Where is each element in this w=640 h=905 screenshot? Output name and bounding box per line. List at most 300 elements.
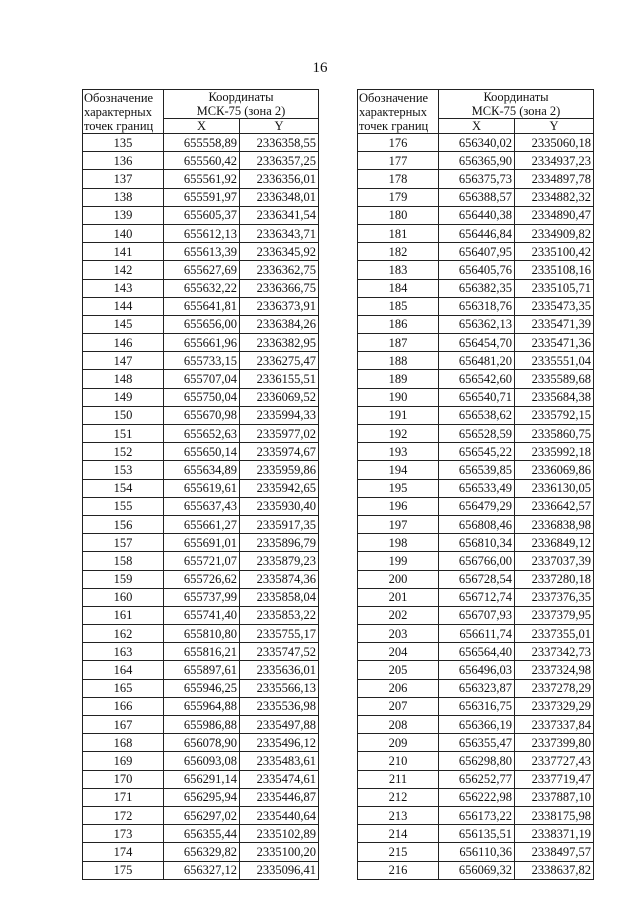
table-row xyxy=(83,352,319,370)
table-row xyxy=(358,206,594,224)
point-number: 200 xyxy=(358,570,439,588)
point-number: 154 xyxy=(83,479,164,497)
x-coordinate: 656222,98 xyxy=(439,788,515,806)
x-coordinate: 655726,62 xyxy=(164,570,240,588)
x-coordinate: 656295,94 xyxy=(164,788,240,806)
x-coordinate: 655670,98 xyxy=(164,406,240,424)
point-number: 167 xyxy=(83,716,164,734)
x-coordinate: 656298,80 xyxy=(439,752,515,770)
x-coordinate: 655619,61 xyxy=(164,479,240,497)
table-row xyxy=(83,224,319,242)
y-coordinate: 2335860,75 xyxy=(515,425,594,443)
point-number: 145 xyxy=(83,315,164,333)
table-row xyxy=(358,152,594,170)
table-row xyxy=(83,697,319,715)
point-number: 194 xyxy=(358,461,439,479)
table-row xyxy=(358,843,594,861)
x-coordinate: 656540,71 xyxy=(439,388,515,406)
y-coordinate: 2336373,91 xyxy=(240,297,319,315)
table-row xyxy=(83,788,319,806)
table-row xyxy=(83,515,319,533)
x-coordinate: 656542,60 xyxy=(439,370,515,388)
point-number: 162 xyxy=(83,625,164,643)
y-coordinate: 2334890,47 xyxy=(515,206,594,224)
x-coordinate: 656564,40 xyxy=(439,643,515,661)
y-coordinate: 2334937,23 xyxy=(515,152,594,170)
y-coordinate: 2335497,88 xyxy=(240,716,319,734)
y-coordinate: 2336345,92 xyxy=(240,243,319,261)
y-coordinate: 2335100,42 xyxy=(515,243,594,261)
x-coordinate: 655661,96 xyxy=(164,334,240,352)
coordinates-title: Координаты xyxy=(483,90,549,104)
point-number: 166 xyxy=(83,697,164,715)
y-coordinate: 2335942,65 xyxy=(240,479,319,497)
point-number: 173 xyxy=(83,825,164,843)
point-number: 207 xyxy=(358,697,439,715)
point-number: 208 xyxy=(358,716,439,734)
y-coordinate: 2336642,57 xyxy=(515,497,594,515)
point-number: 196 xyxy=(358,497,439,515)
point-number: 190 xyxy=(358,388,439,406)
table-row xyxy=(358,825,594,843)
point-number: 140 xyxy=(83,224,164,242)
point-number: 142 xyxy=(83,261,164,279)
table-row xyxy=(358,261,594,279)
x-coordinate: 656382,35 xyxy=(439,279,515,297)
table-row xyxy=(358,716,594,734)
x-coordinate: 656078,90 xyxy=(164,734,240,752)
x-coordinate: 655897,61 xyxy=(164,661,240,679)
y-coordinate: 2335917,35 xyxy=(240,515,319,533)
table-row xyxy=(83,497,319,515)
table-row xyxy=(358,643,594,661)
coordinate-system: МСК-75 (зона 2) xyxy=(196,104,286,118)
y-coordinate: 2336849,12 xyxy=(515,534,594,552)
x-coordinate: 655591,97 xyxy=(164,188,240,206)
table-row xyxy=(358,806,594,824)
y-coordinate: 2335471,36 xyxy=(515,334,594,352)
point-number: 156 xyxy=(83,515,164,533)
table-row xyxy=(358,279,594,297)
y-coordinate: 2335792,15 xyxy=(515,406,594,424)
table-row xyxy=(83,152,319,170)
point-number: 153 xyxy=(83,461,164,479)
point-number: 144 xyxy=(83,297,164,315)
x-coordinate: 655733,15 xyxy=(164,352,240,370)
y-coordinate: 2335636,01 xyxy=(240,661,319,679)
point-number: 151 xyxy=(83,425,164,443)
y-coordinate: 2335496,12 xyxy=(240,734,319,752)
table-row xyxy=(358,497,594,515)
point-number: 189 xyxy=(358,370,439,388)
point-number: 187 xyxy=(358,334,439,352)
x-coordinate: 656481,20 xyxy=(439,352,515,370)
x-coordinate: 656110,36 xyxy=(439,843,515,861)
point-number: 212 xyxy=(358,788,439,806)
y-coordinate: 2336357,25 xyxy=(240,152,319,170)
x-coordinate: 656375,73 xyxy=(439,170,515,188)
x-coordinate: 656093,08 xyxy=(164,752,240,770)
y-coordinate: 2335446,87 xyxy=(240,788,319,806)
y-coordinate: 2337399,80 xyxy=(515,734,594,752)
coordinates-header xyxy=(164,90,319,119)
y-coordinate: 2336275,47 xyxy=(240,352,319,370)
y-coordinate: 2336838,98 xyxy=(515,515,594,533)
x-coordinate: 655605,37 xyxy=(164,206,240,224)
x-coordinate: 656728,54 xyxy=(439,570,515,588)
x-coordinate: 656539,85 xyxy=(439,461,515,479)
point-number: 139 xyxy=(83,206,164,224)
y-coordinate: 2335105,71 xyxy=(515,279,594,297)
x-coordinate: 656135,51 xyxy=(439,825,515,843)
x-coordinate: 656388,57 xyxy=(439,188,515,206)
y-coordinate: 2336069,52 xyxy=(240,388,319,406)
x-coordinate: 656365,90 xyxy=(439,152,515,170)
point-number: 172 xyxy=(83,806,164,824)
point-number: 152 xyxy=(83,443,164,461)
y-coordinate: 2336382,95 xyxy=(240,334,319,352)
point-number: 146 xyxy=(83,334,164,352)
point-number: 193 xyxy=(358,443,439,461)
x-coordinate: 656545,22 xyxy=(439,443,515,461)
point-number: 164 xyxy=(83,661,164,679)
x-coordinate: 656810,34 xyxy=(439,534,515,552)
x-coordinate: 656329,82 xyxy=(164,843,240,861)
y-coordinate: 2335747,52 xyxy=(240,643,319,661)
x-coordinate: 655652,63 xyxy=(164,425,240,443)
y-coordinate: 2335994,33 xyxy=(240,406,319,424)
point-number: 213 xyxy=(358,806,439,824)
point-number: 176 xyxy=(358,134,439,152)
x-coordinate: 655560,42 xyxy=(164,152,240,170)
table-row xyxy=(83,534,319,552)
table-body xyxy=(83,134,319,880)
point-number: 197 xyxy=(358,515,439,533)
x-coordinate: 656291,14 xyxy=(164,770,240,788)
y-coordinate: 2335566,13 xyxy=(240,679,319,697)
y-coordinate: 2337280,18 xyxy=(515,570,594,588)
table-row xyxy=(358,861,594,879)
table-row xyxy=(83,588,319,606)
point-number: 161 xyxy=(83,606,164,624)
x-coordinate: 656355,44 xyxy=(164,825,240,843)
table-row xyxy=(83,570,319,588)
page-number: 16 xyxy=(312,60,328,76)
point-number: 195 xyxy=(358,479,439,497)
point-number: 175 xyxy=(83,861,164,879)
table-row xyxy=(358,770,594,788)
point-number: 159 xyxy=(83,570,164,588)
point-number: 178 xyxy=(358,170,439,188)
x-coordinate: 656297,02 xyxy=(164,806,240,824)
y-coordinate: 2337278,29 xyxy=(515,679,594,697)
point-number: 214 xyxy=(358,825,439,843)
y-coordinate: 2336341,54 xyxy=(240,206,319,224)
point-number: 150 xyxy=(83,406,164,424)
point-number: 204 xyxy=(358,643,439,661)
point-number: 198 xyxy=(358,534,439,552)
coordinates-header xyxy=(439,90,594,119)
y-coordinate: 2335551,04 xyxy=(515,352,594,370)
point-number: 209 xyxy=(358,734,439,752)
x-coordinate: 656407,95 xyxy=(439,243,515,261)
table-row xyxy=(83,806,319,824)
x-coordinate: 656316,75 xyxy=(439,697,515,715)
point-number: 202 xyxy=(358,606,439,624)
point-number: 216 xyxy=(358,861,439,879)
table-row xyxy=(83,661,319,679)
y-coordinate: 2335060,18 xyxy=(515,134,594,152)
designation-line-2: характерных xyxy=(84,104,152,119)
table-row xyxy=(83,861,319,879)
x-coordinate: 656611,74 xyxy=(439,625,515,643)
y-coordinate: 2336348,01 xyxy=(240,188,319,206)
table-row xyxy=(83,461,319,479)
table-row xyxy=(83,552,319,570)
x-coordinate: 655641,81 xyxy=(164,297,240,315)
point-number: 148 xyxy=(83,370,164,388)
table-row xyxy=(83,170,319,188)
y-coordinate: 2335858,04 xyxy=(240,588,319,606)
y-coordinate: 2335977,02 xyxy=(240,425,319,443)
point-number: 185 xyxy=(358,297,439,315)
table-row xyxy=(83,297,319,315)
x-coordinate: 656533,49 xyxy=(439,479,515,497)
point-number: 215 xyxy=(358,843,439,861)
table-row xyxy=(83,315,319,333)
y-coordinate: 2336343,71 xyxy=(240,224,319,242)
table-body xyxy=(358,134,594,880)
point-number: 135 xyxy=(83,134,164,152)
x-coordinate: 656712,74 xyxy=(439,588,515,606)
table-row xyxy=(358,406,594,424)
x-header: X xyxy=(164,119,240,134)
x-coordinate: 655661,27 xyxy=(164,515,240,533)
y-coordinate: 2335096,41 xyxy=(240,861,319,879)
y-coordinate: 2335536,98 xyxy=(240,697,319,715)
x-coordinate: 655946,25 xyxy=(164,679,240,697)
point-number: 141 xyxy=(83,243,164,261)
table-row xyxy=(358,515,594,533)
point-number: 206 xyxy=(358,679,439,697)
x-coordinate: 656323,87 xyxy=(439,679,515,697)
point-number: 199 xyxy=(358,552,439,570)
x-coordinate: 655561,92 xyxy=(164,170,240,188)
table-row xyxy=(358,388,594,406)
y-coordinate: 2335853,22 xyxy=(240,606,319,624)
y-header: Y xyxy=(515,119,594,134)
y-coordinate: 2336155,51 xyxy=(240,370,319,388)
table-row xyxy=(358,297,594,315)
point-number: 183 xyxy=(358,261,439,279)
x-coordinate: 655656,00 xyxy=(164,315,240,333)
x-coordinate: 656355,47 xyxy=(439,734,515,752)
table-row xyxy=(358,479,594,497)
y-coordinate: 2337329,29 xyxy=(515,697,594,715)
point-number: 163 xyxy=(83,643,164,661)
x-coordinate: 656496,03 xyxy=(439,661,515,679)
y-coordinate: 2334882,32 xyxy=(515,188,594,206)
y-coordinate: 2335959,86 xyxy=(240,461,319,479)
table-row xyxy=(358,461,594,479)
x-coordinate: 655750,04 xyxy=(164,388,240,406)
y-coordinate: 2335874,36 xyxy=(240,570,319,588)
x-coordinate: 656454,70 xyxy=(439,334,515,352)
x-coordinate: 656362,13 xyxy=(439,315,515,333)
x-coordinate: 656440,38 xyxy=(439,206,515,224)
point-number: 205 xyxy=(358,661,439,679)
y-coordinate: 2335589,68 xyxy=(515,370,594,388)
y-coordinate: 2337887,10 xyxy=(515,788,594,806)
point-number: 179 xyxy=(358,188,439,206)
table-row xyxy=(83,243,319,261)
point-number: 155 xyxy=(83,497,164,515)
table-row xyxy=(358,243,594,261)
y-coordinate: 2337376,35 xyxy=(515,588,594,606)
table-row xyxy=(83,734,319,752)
y-coordinate: 2338175,98 xyxy=(515,806,594,824)
x-coordinate: 656327,12 xyxy=(164,861,240,879)
y-coordinate: 2336384,26 xyxy=(240,315,319,333)
table-row xyxy=(358,370,594,388)
y-coordinate: 2337355,01 xyxy=(515,625,594,643)
table-row xyxy=(358,188,594,206)
x-coordinate: 656366,19 xyxy=(439,716,515,734)
point-number: 168 xyxy=(83,734,164,752)
x-coordinate: 656707,93 xyxy=(439,606,515,624)
x-coordinate: 655634,89 xyxy=(164,461,240,479)
table-row xyxy=(358,625,594,643)
x-coordinate: 655810,80 xyxy=(164,625,240,643)
point-number: 188 xyxy=(358,352,439,370)
table-row xyxy=(358,752,594,770)
table-row xyxy=(358,552,594,570)
point-number: 169 xyxy=(83,752,164,770)
x-coordinate: 656446,84 xyxy=(439,224,515,242)
table-row xyxy=(83,479,319,497)
y-coordinate: 2335100,20 xyxy=(240,843,319,861)
coordinates-table-left xyxy=(82,89,319,880)
x-coordinate: 655612,13 xyxy=(164,224,240,242)
y-coordinate: 2337719,47 xyxy=(515,770,594,788)
table-row xyxy=(358,224,594,242)
y-coordinate: 2335102,89 xyxy=(240,825,319,843)
x-coordinate: 655741,40 xyxy=(164,606,240,624)
x-coordinate: 655613,39 xyxy=(164,243,240,261)
table-row xyxy=(358,788,594,806)
point-number: 192 xyxy=(358,425,439,443)
y-coordinate: 2336356,01 xyxy=(240,170,319,188)
y-coordinate: 2337342,73 xyxy=(515,643,594,661)
x-coordinate: 655650,14 xyxy=(164,443,240,461)
table-row xyxy=(358,443,594,461)
point-number: 186 xyxy=(358,315,439,333)
point-number: 184 xyxy=(358,279,439,297)
y-coordinate: 2336358,55 xyxy=(240,134,319,152)
point-number: 149 xyxy=(83,388,164,406)
y-coordinate: 2335879,23 xyxy=(240,552,319,570)
designation-line-3: точек границ xyxy=(84,118,154,133)
x-coordinate: 656766,00 xyxy=(439,552,515,570)
table-row xyxy=(83,388,319,406)
y-coordinate: 2335471,39 xyxy=(515,315,594,333)
table-row xyxy=(358,170,594,188)
table-row xyxy=(358,697,594,715)
y-coordinate: 2337727,43 xyxy=(515,752,594,770)
table-row xyxy=(358,734,594,752)
designation-line-2: характерных xyxy=(359,104,427,119)
y-coordinate: 2335474,61 xyxy=(240,770,319,788)
table-row xyxy=(83,425,319,443)
y-coordinate: 2334909,82 xyxy=(515,224,594,242)
table-row xyxy=(83,606,319,624)
y-coordinate: 2336069,86 xyxy=(515,461,594,479)
table-row xyxy=(358,534,594,552)
point-number: 136 xyxy=(83,152,164,170)
y-coordinate: 2335440,64 xyxy=(240,806,319,824)
x-coordinate: 655737,99 xyxy=(164,588,240,606)
point-number: 182 xyxy=(358,243,439,261)
point-number: 174 xyxy=(83,843,164,861)
point-number: 177 xyxy=(358,152,439,170)
x-coordinate: 656808,46 xyxy=(439,515,515,533)
table-row xyxy=(358,570,594,588)
coordinate-system: МСК-75 (зона 2) xyxy=(471,104,561,118)
coordinates-title: Координаты xyxy=(208,90,274,104)
y-coordinate: 2336362,75 xyxy=(240,261,319,279)
table-row xyxy=(83,643,319,661)
y-coordinate: 2335974,67 xyxy=(240,443,319,461)
x-coordinate: 656173,22 xyxy=(439,806,515,824)
table-row xyxy=(83,825,319,843)
point-number: 171 xyxy=(83,788,164,806)
point-number: 165 xyxy=(83,679,164,697)
x-coordinate: 656538,62 xyxy=(439,406,515,424)
x-coordinate: 655816,21 xyxy=(164,643,240,661)
point-number: 138 xyxy=(83,188,164,206)
point-number: 147 xyxy=(83,352,164,370)
y-coordinate: 2337037,39 xyxy=(515,552,594,570)
y-coordinate: 2335473,35 xyxy=(515,297,594,315)
table-row xyxy=(358,134,594,152)
table-row xyxy=(83,188,319,206)
table-row xyxy=(358,679,594,697)
point-number: 203 xyxy=(358,625,439,643)
y-coordinate: 2335755,17 xyxy=(240,625,319,643)
designation-line-3: точек границ xyxy=(359,118,429,133)
designation-line-1: Обозначение xyxy=(359,90,429,105)
table-row xyxy=(83,261,319,279)
table-row xyxy=(83,843,319,861)
table-row xyxy=(83,625,319,643)
table-row xyxy=(358,425,594,443)
point-number: 170 xyxy=(83,770,164,788)
point-number: 211 xyxy=(358,770,439,788)
x-coordinate: 655964,88 xyxy=(164,697,240,715)
point-number: 210 xyxy=(358,752,439,770)
y-coordinate: 2338497,57 xyxy=(515,843,594,861)
x-coordinate: 655721,07 xyxy=(164,552,240,570)
y-header: Y xyxy=(240,119,319,134)
table-row xyxy=(83,134,319,152)
x-coordinate: 655558,89 xyxy=(164,134,240,152)
table-row xyxy=(358,334,594,352)
y-coordinate: 2338371,19 xyxy=(515,825,594,843)
y-coordinate: 2337337,84 xyxy=(515,716,594,734)
y-coordinate: 2334897,78 xyxy=(515,170,594,188)
y-coordinate: 2336366,75 xyxy=(240,279,319,297)
x-coordinate: 655691,01 xyxy=(164,534,240,552)
